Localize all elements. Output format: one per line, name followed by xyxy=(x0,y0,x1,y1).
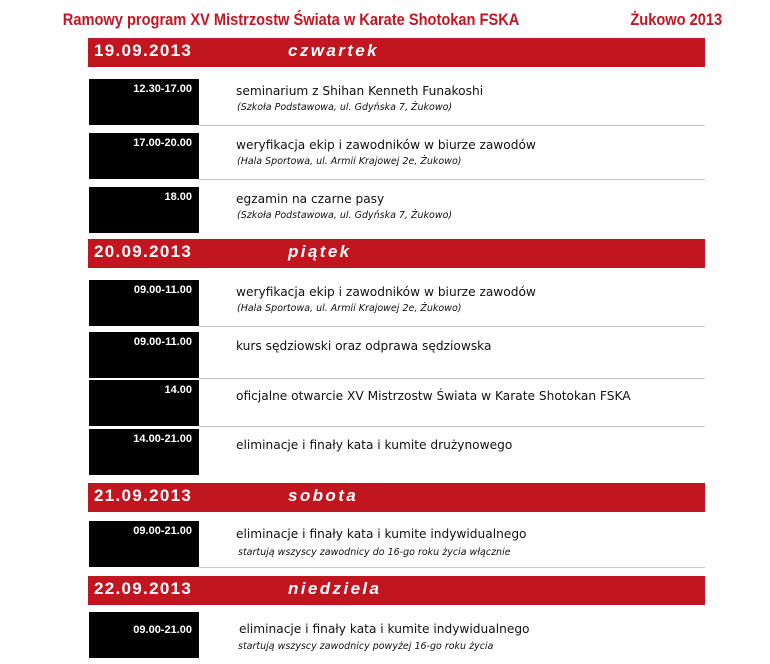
time-box xyxy=(89,280,199,326)
event-title: eliminacje i finały kata i kumite indywidualnego xyxy=(239,622,530,636)
event-title: egzamin na czarne pasy xyxy=(236,192,385,206)
place-year: Żukowo 2013 xyxy=(630,10,723,29)
day-date: 19.09.2013 xyxy=(94,41,193,60)
event-title: oficjalne otwarcie XV Mistrzostw Świata w Karate Shotokan FSKA xyxy=(236,389,631,403)
event-title: eliminacje i finały kata i kumite indywidualnego xyxy=(236,527,527,541)
divider xyxy=(199,378,705,379)
divider xyxy=(199,326,705,327)
event-time: 09.00-11.00 xyxy=(133,284,192,296)
event-note: startują wszyscy zawodnicy do 16-go roku życia włącznie xyxy=(238,547,511,558)
divider xyxy=(199,426,705,427)
divider xyxy=(199,567,705,568)
schedule-item xyxy=(88,332,705,380)
day-name: czwartek xyxy=(288,41,380,60)
divider xyxy=(199,179,705,180)
event-time: 09.00-11.00 xyxy=(133,336,192,348)
day-section-thursday xyxy=(88,38,705,67)
day-section-friday xyxy=(88,239,705,268)
event-location: (Hala Sportowa, ul. Armii Krajowej 2e, Żukowo) xyxy=(237,303,462,314)
event-title: eliminacje i finały kata i kumite drużynowego xyxy=(236,438,513,452)
page-header xyxy=(0,8,723,34)
event-title: weryfikacja ekip i zawodników w biurze zawodów xyxy=(236,138,536,152)
event-time: 09.00-21.00 xyxy=(133,525,192,537)
schedule-item xyxy=(88,280,705,328)
day-section-saturday xyxy=(88,483,705,512)
time-box xyxy=(89,429,199,475)
time-box xyxy=(89,332,199,378)
divider xyxy=(199,125,705,126)
time-box xyxy=(89,133,199,179)
event-time: 18.00 xyxy=(164,191,192,203)
event-location: (Hala Sportowa, ul. Armii Krajowej 2e, Żukowo) xyxy=(237,156,462,167)
schedule-item xyxy=(88,133,705,181)
event-title: weryfikacja ekip i zawodników w biurze zawodów xyxy=(236,285,536,299)
event-title: kurs sędziowski oraz odprawa sędziowska xyxy=(236,339,492,353)
day-header xyxy=(88,576,705,605)
day-name: sobota xyxy=(288,486,359,505)
day-date: 22.09.2013 xyxy=(94,579,193,598)
event-time: 12.30-17.00 xyxy=(133,83,192,95)
event-location: (Szkoła Podstawowa, ul. Gdyńska 7, Żukowo) xyxy=(237,210,453,221)
schedule-item xyxy=(88,429,705,477)
day-header xyxy=(88,38,705,67)
schedule-item xyxy=(88,612,705,660)
event-time: 09.00-21.00 xyxy=(133,624,192,636)
event-note: startują wszyscy zawodnicy powyżej 16-go roku życia xyxy=(238,641,494,652)
day-name: niedziela xyxy=(288,579,382,598)
event-time: 17.00-20.00 xyxy=(133,137,192,149)
time-box xyxy=(89,187,199,233)
event-title: seminarium z Shihan Kenneth Funakoshi xyxy=(236,84,484,98)
time-box xyxy=(89,521,199,567)
event-time: 14.00-21.00 xyxy=(133,433,192,445)
day-name: piątek xyxy=(288,242,352,261)
schedule-item xyxy=(88,380,705,428)
day-header xyxy=(88,239,705,268)
event-location: (Szkoła Podstawowa, ul. Gdyńska 7, Żukowo) xyxy=(237,102,453,113)
day-header xyxy=(88,483,705,512)
time-box xyxy=(89,79,199,125)
event-time: 14.00 xyxy=(164,384,192,396)
day-section-sunday xyxy=(88,576,705,605)
time-box xyxy=(89,380,199,426)
schedule-item xyxy=(88,521,705,569)
day-date: 20.09.2013 xyxy=(94,242,193,261)
schedule-item xyxy=(88,187,705,235)
day-date: 21.09.2013 xyxy=(94,486,193,505)
schedule-item xyxy=(88,79,705,127)
time-box xyxy=(89,612,199,658)
page-title: Ramowy program XV Mistrzostw Świata w Karate Shotokan FSKA xyxy=(62,10,520,29)
